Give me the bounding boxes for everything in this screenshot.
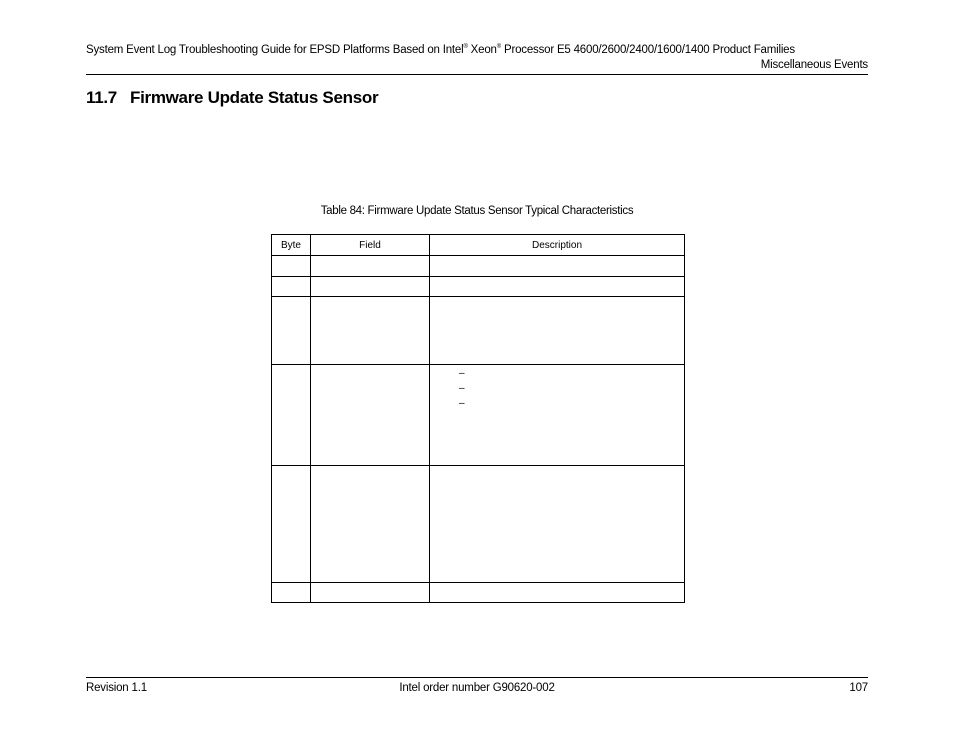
table-cell [430,297,685,365]
section-title: Firmware Update Status Sensor [130,88,379,107]
table-cell [272,277,311,297]
footer-page-number: 107 [849,682,868,694]
table-caption: Table 84: Firmware Update Status Sensor Typical Characteristics [320,205,634,217]
table-row [272,466,685,583]
table-cell [311,365,430,466]
registered-mark: ® [463,44,468,50]
table-cell [272,583,311,603]
section-heading [86,88,378,108]
table-cell [430,277,685,297]
document-header-title [86,44,868,56]
list-dash: – [459,398,465,409]
header-title-part: Xeon [467,44,497,56]
column-header-description: Description [430,235,685,256]
registered-mark: ® [496,44,501,50]
table-cell [430,256,685,277]
table-row [272,583,685,603]
footer-order-number: Intel order number G90620-002 [399,682,555,694]
table-row [272,365,685,466]
list-dash: – [459,383,465,394]
header-section-name: Miscellaneous Events [760,59,868,71]
table-header-row [272,235,685,256]
list-dash: – [459,368,465,379]
characteristics-table [271,234,685,603]
table-cell [311,583,430,603]
footer-revision: Revision 1.1 [86,682,147,694]
table-cell [311,297,430,365]
table-cell [430,365,685,466]
table-row [272,256,685,277]
header-title-part: System Event Log Troubleshooting Guide for EPSD Platforms Based on Intel [86,44,464,56]
table-row [272,297,685,365]
table-row [272,277,685,297]
table-cell [272,297,311,365]
table-cell [311,277,430,297]
table-cell [430,466,685,583]
table-cell [430,583,685,603]
table-cell [272,365,311,466]
section-number: 11.7 [86,88,117,107]
table-cell [272,256,311,277]
footer-rule [86,677,868,678]
table-cell [311,256,430,277]
table-cell [272,466,311,583]
header-rule [86,74,868,75]
header-title-part: Processor E5 4600/2600/2400/1600/1400 Product Families [500,44,795,56]
column-header-byte: Byte [272,235,311,256]
column-header-field: Field [311,235,430,256]
table-cell [311,466,430,583]
